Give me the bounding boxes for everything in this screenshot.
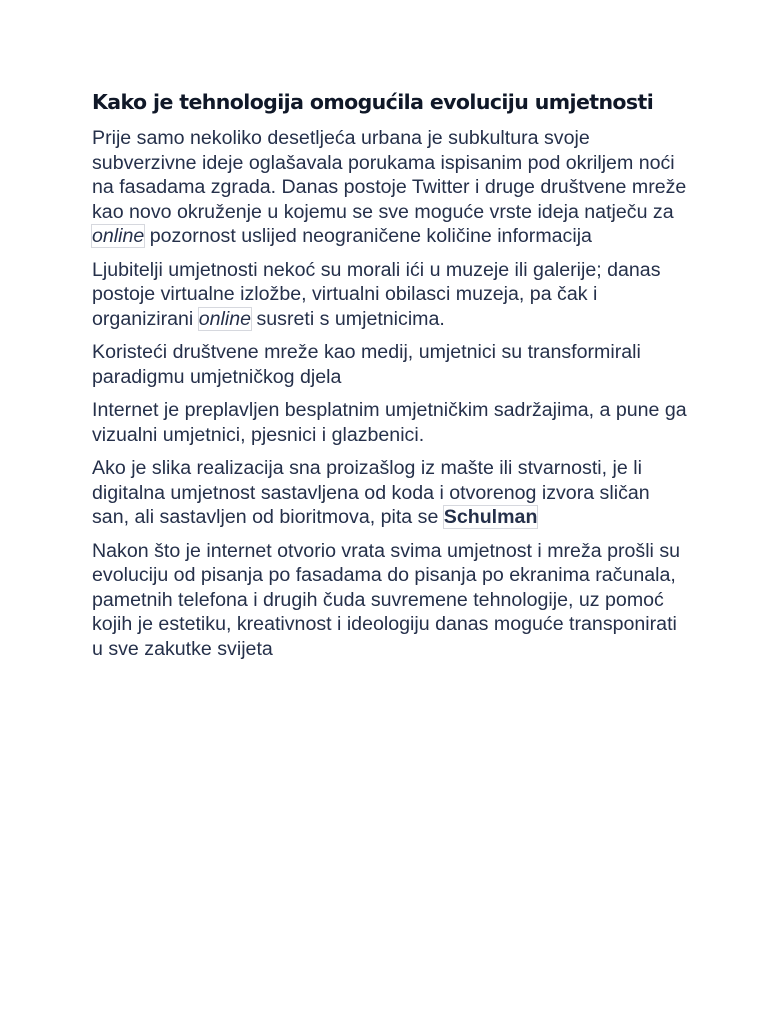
online-term-1: online [92,225,145,247]
article-title: Kako je tehnologija omogućila evoluciju umjetnosti [92,90,654,114]
paragraph-5 [92,456,692,530]
online-term-2: online [198,307,252,330]
paragraph-1 [92,126,692,249]
paragraph-2-text-b: susreti s umjetnicima. [251,307,445,330]
paragraph-2 [92,258,692,332]
paragraph-2-text-a: Ljubitelji umjetnosti nekoć su morali ići u muzeje ili galerije; danas postoje virtualne izložbe, virtualni obilasci muzeja, pa čak i organizirani [92,258,661,330]
paragraph-1-text-b: pozornost uslijed neograničene količine informacija [144,225,592,247]
paragraph-1-text-a: Prije samo nekoliko desetljeća urbana je subkultura svoje subverzivne ideje oglašavala porukama ispisanim pod okriljem noći na fasadama zgrada. Danas postoje Twitter i druge društvene mreže kao novo okruženje u kojemu se sve moguće vrste ideja natječu za [92,127,687,223]
paragraph-5-text-a: Ako je slika realizacija sna proizašlog iz mašte ili stvarnosti, je li digitalna umjetnost sastavljena od koda i otvorenog izvora sličan san, ali sastavljen od bioritmova, pita se [92,457,650,528]
paragraph-3: Koristeći društvene mreže kao medij, umjetnici su transformirali paradigmu umjetničkog djela [92,341,641,388]
paragraph-6: Nakon što je internet otvorio vrata svima umjetnost i mreža prošli su evoluciju od pisanja po fasadama do pisanja po ekranima računala, pametnih telefona i drugih čuda suvremene tehnologije, uz pomoć kojih je estetiku, kreativnost i ideologiju danas moguće transponirati u sve zakutke svijeta [92,539,681,660]
paragraph-4: Internet je preplavljen besplatnim umjetničkim sadržajima, a pune ga vizualni umjetnici, pjesnici i glazbenici. [92,399,687,446]
document-page [92,86,692,670]
author-name-schulman: Schulman [443,506,538,528]
